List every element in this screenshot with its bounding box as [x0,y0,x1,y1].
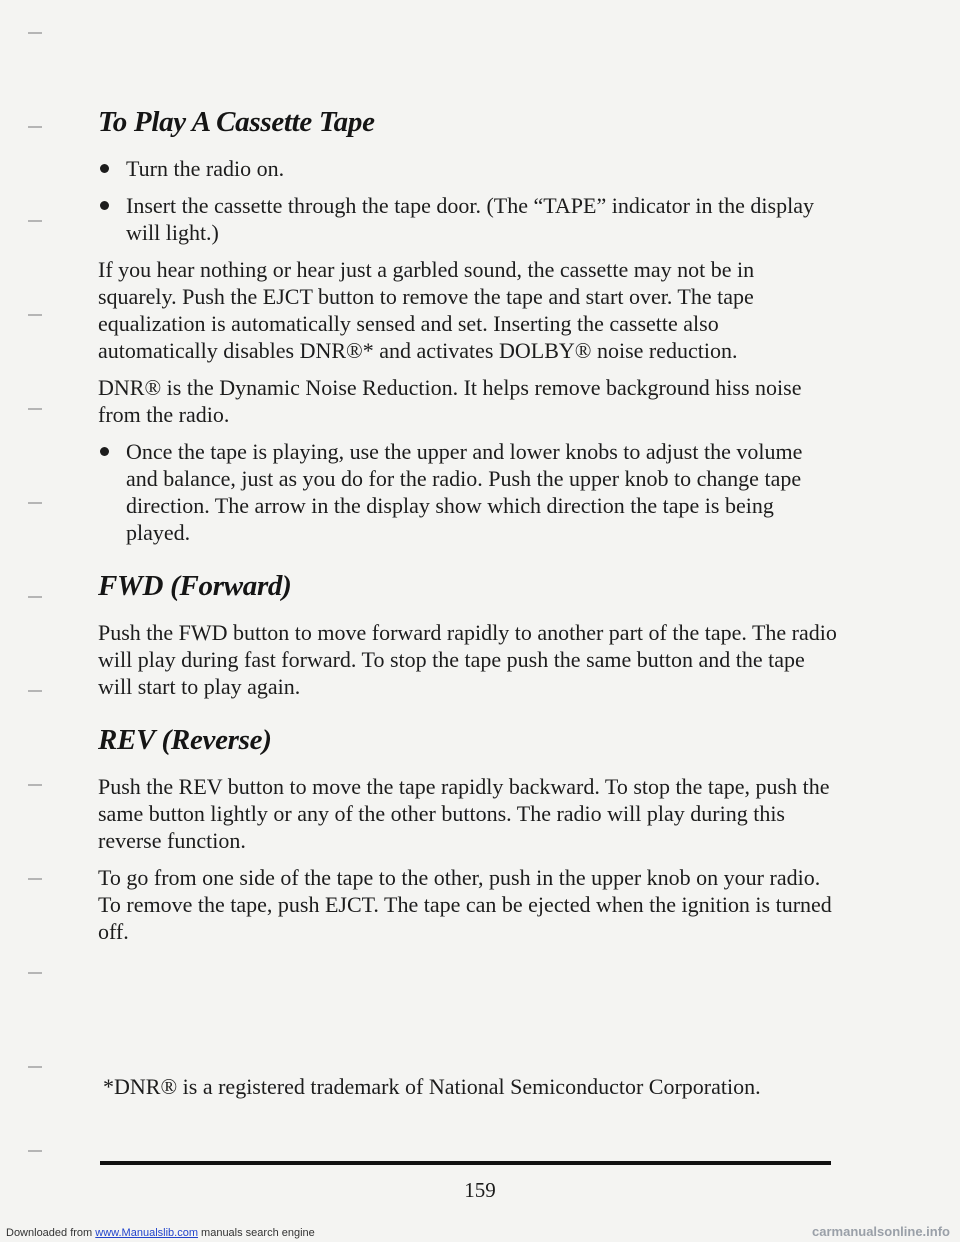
footer-rule [100,1161,831,1165]
margin-mark [28,408,42,410]
manualslib-link[interactable]: www.Manualslib.com [95,1227,198,1239]
rev-heading: REV (Reverse) [98,724,272,756]
fwd-heading: FWD (Forward) [98,570,292,602]
cassette-paragraph: If you hear nothing or hear just a garbled sound, the cassette may not be in squarely. Push the EJCT button to remove the tape and start over. The tape equalization is automatically sensed and set. Inserting the cassette also automatically disables DNR®* and activates DOLBY® noise reduction. [98,257,755,363]
margin-mark [28,596,42,598]
footer-prefix: Downloaded from [6,1227,96,1239]
list-item [98,155,838,182]
side-change-paragraph: To go from one side of the tape to the other, push in the upper knob on your radio. To remove the tape, push EJCT. The tape can be ejected when the ignition is turned off. [98,865,832,944]
watermark-text: carmanualsonline.info [812,1224,950,1239]
bullet-text: Insert the cassette through the tape door. (The “TAPE” indicator in the display will light.) [126,193,814,245]
list-item [98,192,838,246]
fwd-paragraph: Push the FWD button to move forward rapidly to another part of the tape. The radio will play during fast forward. To stop the tape push the same button and the tape will start to play again. [98,620,837,699]
bullet-icon [100,164,109,173]
margin-mark [28,32,42,34]
footer-suffix: manuals search engine [197,1227,315,1239]
margin-mark [28,1066,42,1068]
bullet-icon [100,201,109,210]
page-number: 159 [464,1178,496,1202]
margin-mark [28,314,42,316]
bullet-text: Turn the radio on. [126,156,285,181]
download-footer [6,1227,315,1240]
dnr-paragraph: DNR® is the Dynamic Noise Reduction. It helps remove background hiss noise from the radio. [98,375,802,427]
margin-mark [28,220,42,222]
margin-mark [28,1150,42,1152]
margin-mark [28,784,42,786]
margin-mark [28,502,42,504]
bullet-icon [100,447,109,456]
list-item [98,438,838,546]
rev-paragraph: Push the REV button to move the tape rapidly backward. To stop the tape, push the same button lightly or any of the other buttons. The radio will play during this reverse function. [98,774,830,853]
margin-mark [28,972,42,974]
margin-mark [28,690,42,692]
margin-mark [28,126,42,128]
trademark-footnote: *DNR® is a registered trademark of National Semiconductor Corporation. [103,1074,761,1099]
page-content [98,106,838,955]
cassette-heading: To Play A Cassette Tape [98,106,375,138]
margin-mark [28,878,42,880]
bullet-text: Once the tape is playing, use the upper and lower knobs to adjust the volume and balance, just as you do for the radio. Push the upper knob to change tape direction. The arrow in the display show which direction the tape is being played. [126,439,803,545]
